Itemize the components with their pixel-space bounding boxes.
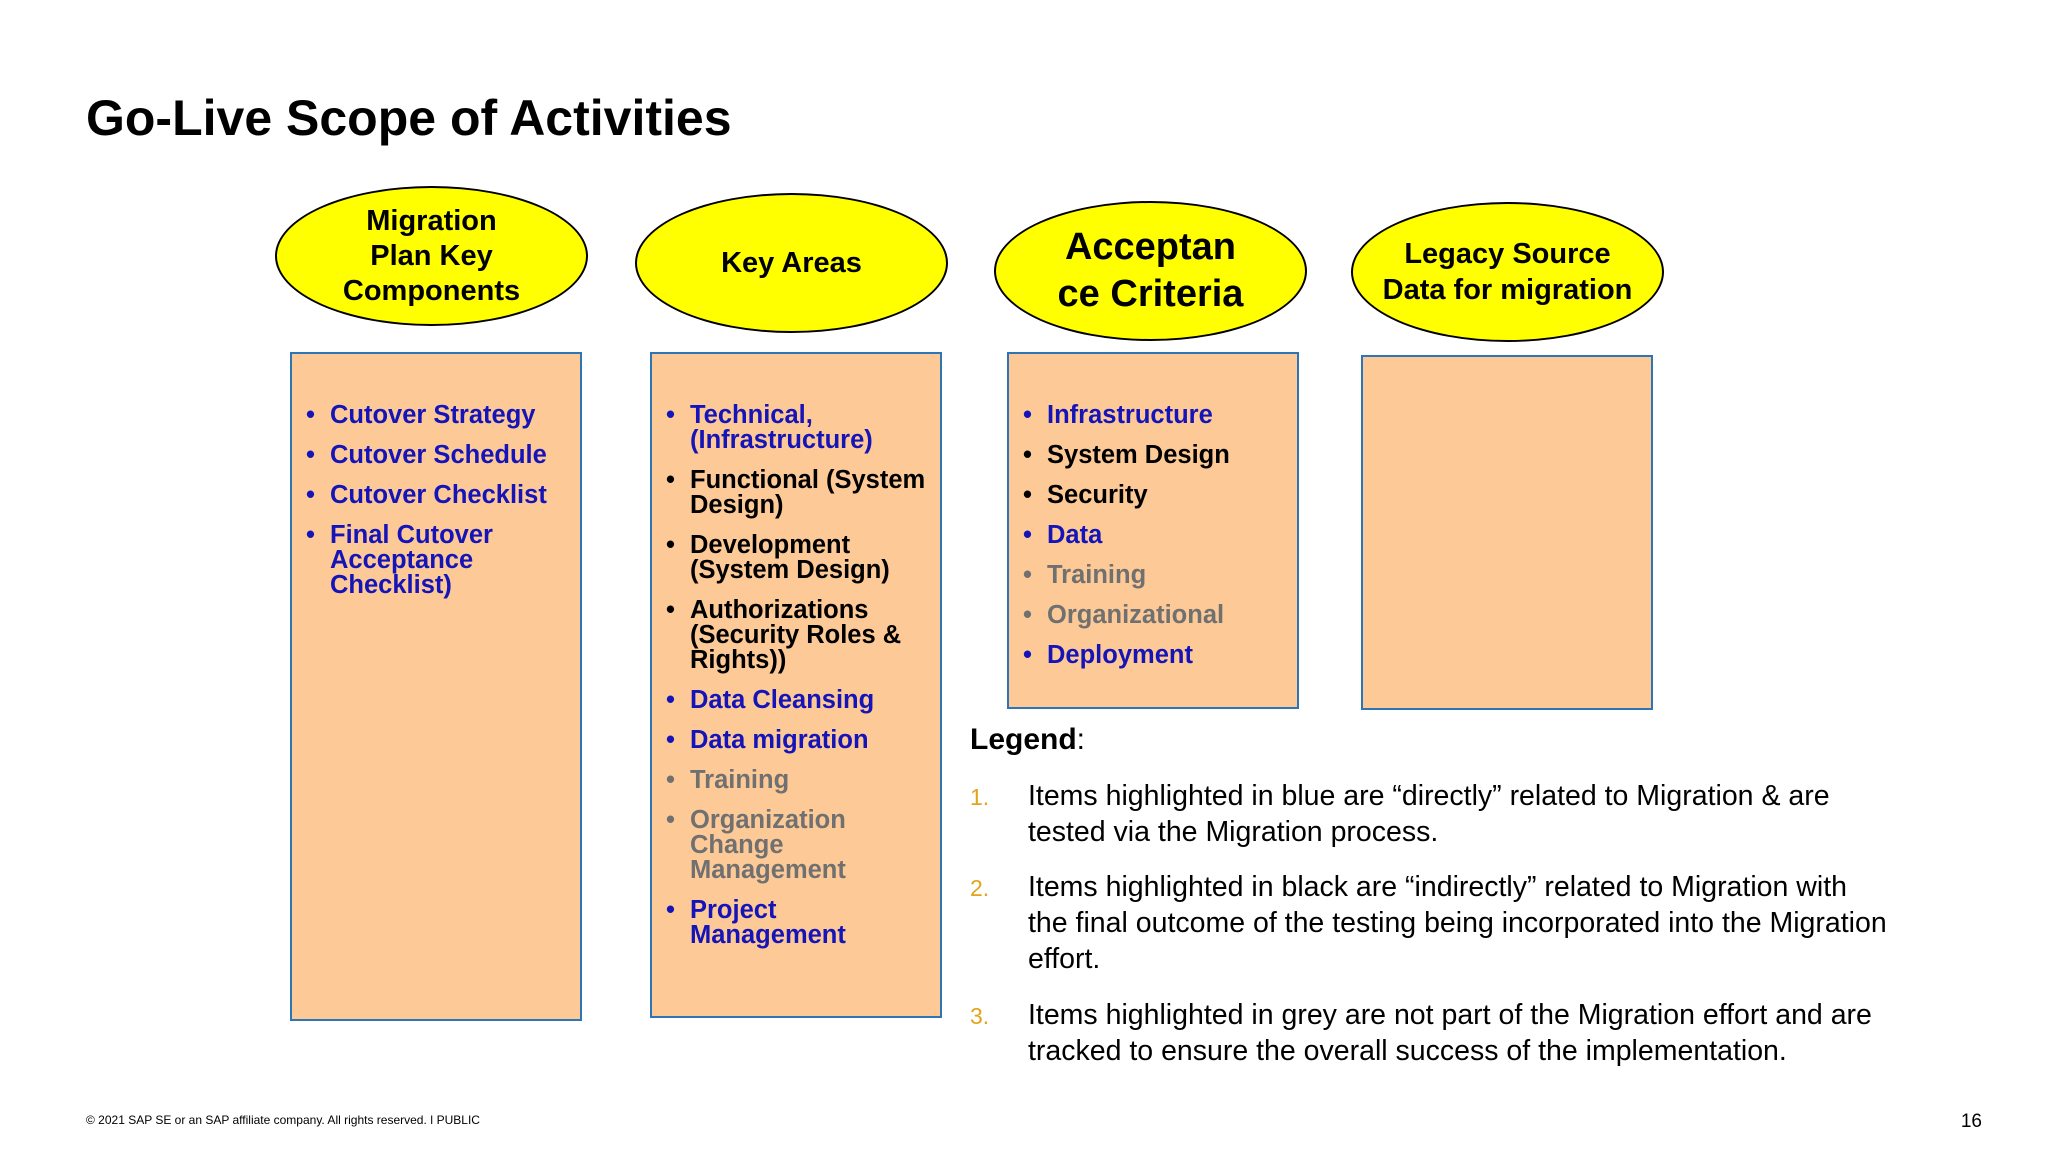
list-item: • Deployment bbox=[1023, 641, 1193, 669]
legacy-source-box bbox=[1361, 355, 1653, 710]
migration-plan-heading bbox=[275, 186, 588, 326]
legacy-source-heading bbox=[1351, 202, 1664, 342]
heading-line: ce Criteria bbox=[1057, 273, 1244, 315]
list-item: • Final Cutover Acceptance Checklist) bbox=[306, 521, 493, 599]
legend-label: Legend bbox=[970, 723, 1077, 756]
legend-title bbox=[970, 722, 1085, 758]
legend-colon: : bbox=[1076, 723, 1086, 756]
legend-text: Items highlighted in grey are not part of the Migration effort and are tracked to ensure the overall success of the implementation. bbox=[1028, 999, 1872, 1067]
key-areas-box bbox=[650, 352, 942, 1018]
page-number: 16 bbox=[1960, 1111, 1982, 1132]
copyright-footer: © 2021 SAP SE or an SAP affiliate company. All rights reserved. ǀ PUBLIC bbox=[86, 1113, 480, 1127]
list-item: • Security bbox=[1023, 481, 1148, 509]
legend-number: 3. bbox=[970, 1003, 990, 1029]
acceptance-criteria-box bbox=[1007, 352, 1299, 709]
key-areas-list bbox=[666, 403, 926, 948]
list-item: • Organization Change Management bbox=[666, 806, 846, 884]
list-item: • Authorizations (Security Roles & Rights)) bbox=[666, 596, 902, 674]
list-item: • Cutover Strategy bbox=[306, 401, 536, 429]
list-item: • Training bbox=[1023, 561, 1147, 589]
legend-text: Items highlighted in blue are “directly” related to Migration & are tested via the Migration process. bbox=[1028, 780, 1830, 848]
heading-line: Data for migration bbox=[1382, 274, 1633, 306]
list-item: • Technical, (Infrastructure) bbox=[666, 401, 873, 454]
list-item: • Data Cleansing bbox=[666, 686, 875, 714]
acceptance-criteria-list bbox=[1023, 403, 1283, 668]
heading-line: Acceptan bbox=[1064, 226, 1237, 268]
list-item: • System Design bbox=[1023, 441, 1230, 469]
list-item: • Data migration bbox=[666, 726, 869, 754]
slide-title: Go-Live Scope of Activities bbox=[86, 90, 732, 146]
key-areas-heading bbox=[635, 193, 948, 333]
acceptance-criteria-heading bbox=[994, 201, 1307, 341]
list-item: • Cutover Checklist bbox=[306, 481, 547, 509]
list-item: • Infrastructure bbox=[1023, 401, 1213, 429]
legend-text: Items highlighted in black are “indirectly” related to Migration with the final outcome of the testing being incorporated into the Migration effort. bbox=[1028, 871, 1887, 975]
legend-number: 1. bbox=[970, 784, 990, 810]
list-item: • Development (System Design) bbox=[666, 531, 890, 584]
heading-line: Key Areas bbox=[721, 246, 862, 279]
heading-line: Migration bbox=[366, 204, 497, 237]
legend-number: 2. bbox=[970, 875, 990, 901]
list-item: • Cutover Schedule bbox=[306, 441, 547, 469]
list-item: • Data bbox=[1023, 521, 1103, 549]
list-item: • Project Management bbox=[666, 896, 846, 949]
heading-line: Components bbox=[342, 274, 521, 307]
list-item: • Training bbox=[666, 766, 790, 794]
migration-plan-list bbox=[306, 403, 560, 598]
heading-line: Plan Key bbox=[370, 239, 493, 272]
list-item: • Functional (System Design) bbox=[666, 466, 926, 519]
heading-line: Legacy Source bbox=[1404, 238, 1611, 270]
migration-plan-box bbox=[290, 352, 582, 1021]
list-item: • Organizational bbox=[1023, 601, 1225, 629]
